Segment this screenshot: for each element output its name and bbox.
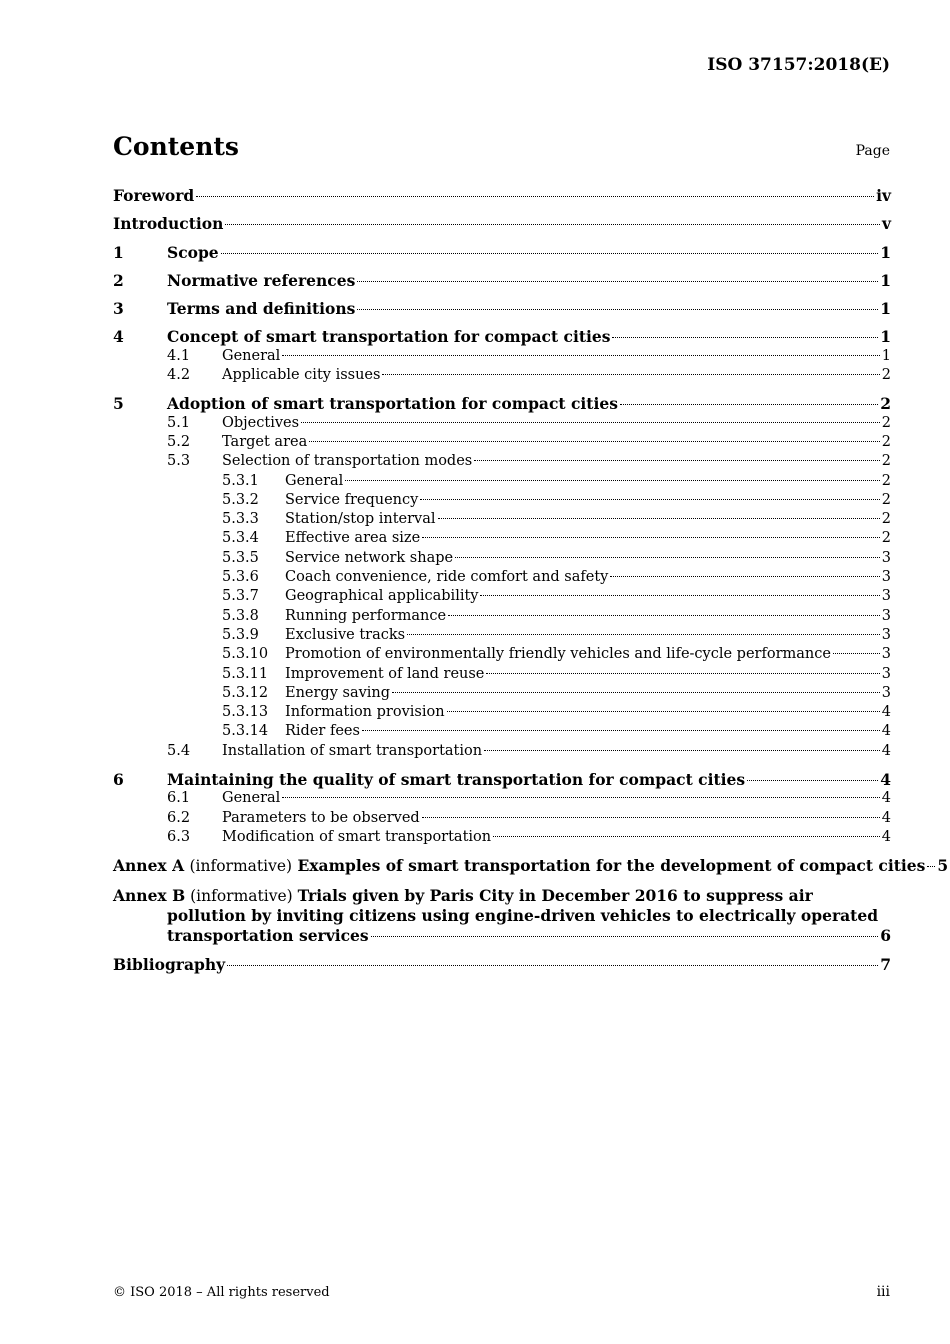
toc-entry[interactable] <box>113 214 891 233</box>
toc-entry-number: 1 <box>113 242 124 262</box>
toc-entry-page: 3 <box>881 626 891 643</box>
annex-a-title: Examples of smart transportation for the development of compact cities <box>297 856 926 876</box>
toc-entry-title: Service frequency <box>285 491 419 508</box>
toc-entry-title: General <box>222 790 281 807</box>
toc-entry-page: 4 <box>881 790 891 807</box>
toc-entry-number: 5.3.13 <box>222 704 269 721</box>
leader-dots <box>610 576 879 577</box>
toc-entry[interactable] <box>113 549 891 568</box>
toc-entry-title: Parameters to be observed <box>222 809 420 826</box>
toc-entry-page: v <box>881 214 891 234</box>
toc-entry-page: 1 <box>880 242 891 262</box>
toc-entry-number: 5.3.8 <box>222 607 259 624</box>
toc-entry-title: Target area <box>222 433 308 450</box>
toc-entry-title: Station/stop interval <box>285 511 436 528</box>
toc-entry[interactable] <box>113 742 891 761</box>
toc-entry-number: 5.3 <box>167 453 191 470</box>
toc-entry-number: 2 <box>113 270 124 290</box>
leader-dots <box>301 422 880 423</box>
toc-entry-page: 3 <box>881 607 891 624</box>
toc-entries <box>113 186 891 847</box>
toc-entry-page: 1 <box>880 299 891 319</box>
toc-entry-page: 3 <box>881 646 891 663</box>
toc-entry-title: Terms and definitions <box>167 299 356 319</box>
toc-entry-title: Modification of smart transportation <box>222 828 492 845</box>
toc-entry-page: 3 <box>881 684 891 701</box>
page-title: Contents <box>113 132 240 161</box>
toc-entry[interactable] <box>113 452 891 471</box>
toc-entry-title: Running performance <box>285 607 447 624</box>
toc-entry-title: Introduction <box>113 214 224 234</box>
leader-dots <box>447 711 880 712</box>
toc-entry-page: 4 <box>881 704 891 721</box>
toc-entry-page: 2 <box>881 511 891 528</box>
toc-entry-page: 3 <box>881 665 891 682</box>
annex-b-title-line2: pollution by inviting citizens using engine-driven vehicles to electrically operated <box>167 905 879 925</box>
toc-entry-page: 2 <box>881 433 891 450</box>
toc-entry-title: Improvement of land reuse <box>285 665 485 682</box>
toc-entry-title: General <box>285 472 344 489</box>
toc-entry-page: 4 <box>881 723 891 740</box>
toc-entry-title: Foreword <box>113 186 195 205</box>
leader-dots <box>493 836 880 837</box>
leader-dots <box>382 374 879 375</box>
leader-dots <box>438 518 880 519</box>
document-id: ISO 37157:2018(E) <box>707 55 890 75</box>
bibliography-page: 7 <box>880 954 891 974</box>
page-column-label: Page <box>855 143 890 159</box>
toc-entry[interactable] <box>113 568 891 587</box>
toc-entry[interactable] <box>113 510 891 529</box>
toc-entry-number: 5 <box>113 394 124 414</box>
annex-a-label: Annex A <box>113 856 185 876</box>
leader-dots <box>833 653 880 654</box>
toc-entry-page: 2 <box>881 453 891 470</box>
toc-entry-title: Rider fees <box>285 723 360 740</box>
toc-entry-number: 4 <box>113 327 124 347</box>
leader-dots <box>486 673 879 674</box>
leader-dots <box>420 499 879 500</box>
toc-entry-number: 5.2 <box>167 433 191 450</box>
toc-entry[interactable] <box>113 299 891 318</box>
toc-entry[interactable] <box>113 703 891 722</box>
toc-entry[interactable] <box>113 809 891 828</box>
leader-dots <box>357 309 878 310</box>
toc-entry-number: 5.3.2 <box>222 491 259 508</box>
leader-dots <box>612 337 878 338</box>
toc-entry[interactable] <box>113 529 891 548</box>
toc-entry-page: 1 <box>880 327 891 347</box>
leader-dots <box>196 196 874 197</box>
toc-entry-title: Effective area size <box>285 530 421 547</box>
toc-entry-title: Scope <box>167 242 219 262</box>
toc-entry-annex-b[interactable] <box>113 886 891 946</box>
toc-entry-page: 4 <box>881 809 891 826</box>
toc-entry-page: iv <box>876 186 891 205</box>
toc-entry[interactable] <box>113 587 891 606</box>
toc-entry-title: Adoption of smart transportation for compact cities <box>167 394 618 414</box>
leader-dots <box>357 281 878 282</box>
toc-entry[interactable] <box>113 770 891 789</box>
annex-b-label: Annex B <box>113 885 186 905</box>
toc-entry[interactable] <box>113 186 891 205</box>
leader-dots <box>455 557 880 558</box>
table-of-contents <box>113 186 949 974</box>
toc-entry-number: 5.3.1 <box>222 472 259 489</box>
toc-entry-number: 5.3.3 <box>222 511 259 528</box>
annex-b-title-line3: transportation services <box>167 925 369 945</box>
leader-dots <box>448 615 880 616</box>
leader-dots <box>474 460 880 461</box>
toc-entry-number: 6.1 <box>167 790 191 807</box>
toc-entry[interactable] <box>113 327 891 346</box>
toc-entry-title: Service network shape <box>285 549 454 566</box>
leader-dots <box>282 355 879 356</box>
toc-entry-page: 2 <box>881 367 891 384</box>
toc-entry-page: 2 <box>881 530 891 547</box>
toc-entry[interactable] <box>113 271 891 290</box>
leader-dots <box>484 750 880 751</box>
toc-entry-title: General <box>222 347 281 364</box>
leader-dots <box>282 797 879 798</box>
toc-entry-title: Concept of smart transportation for compact cities <box>167 327 611 347</box>
toc-entry-title: Maintaining the quality of smart transportation for compact cities <box>167 770 746 790</box>
leader-dots <box>747 780 878 781</box>
leader-dots <box>927 866 935 867</box>
toc-entry-title: Coach convenience, ride comfort and safety <box>285 569 609 586</box>
toc-entry-number: 5.3.12 <box>222 684 269 701</box>
toc-entry-number: 6 <box>113 770 124 790</box>
toc-entry-title: Geographical applicability <box>285 588 479 605</box>
toc-entry-title: Energy saving <box>285 684 391 701</box>
bibliography-label: Bibliography <box>113 954 226 974</box>
toc-entry-title: Exclusive tracks <box>285 626 406 643</box>
toc-entry-number: 5.3.7 <box>222 588 259 605</box>
leader-dots <box>422 817 880 818</box>
toc-entry-page: 2 <box>881 414 891 431</box>
toc-entry-title: Applicable city issues <box>222 367 381 384</box>
toc-entry-number: 5.3.10 <box>222 646 269 663</box>
toc-entry-number: 5.3.4 <box>222 530 259 547</box>
leader-dots <box>620 404 878 405</box>
toc-entry[interactable] <box>113 433 891 452</box>
toc-entry-number: 3 <box>113 299 124 319</box>
toc-entry-number: 5.3.14 <box>222 723 269 740</box>
toc-entry[interactable] <box>113 645 891 664</box>
toc-entry-page: 4 <box>881 742 891 759</box>
toc-entry-bibliography[interactable] <box>113 955 891 974</box>
annex-a-page: 5 <box>937 856 949 876</box>
leader-dots <box>221 253 879 254</box>
toc-entry-title: Objectives <box>222 414 300 431</box>
toc-entry[interactable] <box>113 626 891 645</box>
toc-entry[interactable] <box>113 607 891 626</box>
leader-dots <box>407 634 880 635</box>
toc-entry-page: 4 <box>880 770 891 790</box>
copyright-notice: © ISO 2018 – All rights reserved <box>113 1285 330 1300</box>
toc-entry[interactable] <box>113 414 891 433</box>
leader-dots <box>225 224 880 225</box>
toc-entry[interactable] <box>113 347 891 366</box>
annex-b-title-line1: Trials given by Paris City in December 2016 to suppress air <box>297 885 813 905</box>
toc-entry-number: 5.3.5 <box>222 549 259 566</box>
leader-dots <box>227 965 878 966</box>
leader-dots <box>422 537 880 538</box>
toc-entry[interactable] <box>113 789 891 808</box>
annex-b-type: (informative) <box>190 886 293 905</box>
toc-entry-title: Information provision <box>285 704 445 721</box>
toc-entry-annex-a[interactable] <box>113 856 949 876</box>
toc-entry-title: Installation of smart transportation <box>222 742 483 759</box>
toc-entry[interactable] <box>113 394 891 413</box>
toc-entry-title: Promotion of environmentally friendly vehicles and life-cycle performance <box>285 646 831 663</box>
toc-entry[interactable] <box>113 243 891 262</box>
leader-dots <box>480 595 879 596</box>
leader-dots <box>309 441 880 442</box>
annex-b-page: 6 <box>880 925 891 945</box>
toc-entry-number: 5.3.11 <box>222 665 269 682</box>
toc-entry-page: 3 <box>881 549 891 566</box>
leader-dots <box>371 936 879 937</box>
toc-entry-page: 1 <box>880 270 891 290</box>
toc-entry-page: 3 <box>881 588 891 605</box>
toc-entry-number: 5.3.9 <box>222 626 259 643</box>
toc-entry-number: 4.2 <box>167 367 191 384</box>
toc-entry[interactable] <box>113 722 891 741</box>
annex-a-type: (informative) <box>189 857 293 876</box>
toc-entry-title: Normative references <box>167 270 356 290</box>
toc-entry[interactable] <box>113 491 891 510</box>
toc-entry-page: 2 <box>881 472 891 489</box>
toc-entry-number: 5.1 <box>167 414 191 431</box>
leader-dots <box>345 480 879 481</box>
toc-entry-page: 2 <box>880 394 891 414</box>
toc-entry-number: 4.1 <box>167 347 191 364</box>
toc-entry[interactable] <box>113 472 891 491</box>
toc-entry-number: 6.2 <box>167 809 191 826</box>
toc-entry[interactable] <box>113 665 891 684</box>
leader-dots <box>362 730 880 731</box>
toc-entry-number: 6.3 <box>167 828 191 845</box>
toc-entry-page: 3 <box>881 569 891 586</box>
toc-entry[interactable] <box>113 828 891 847</box>
toc-entry-number: 5.4 <box>167 742 191 759</box>
toc-entry-page: 1 <box>881 347 891 364</box>
leader-dots <box>392 692 880 693</box>
page-number: iii <box>876 1284 890 1300</box>
toc-entry-number: 5.3.6 <box>222 569 259 586</box>
toc-entry[interactable] <box>113 684 891 703</box>
toc-entry[interactable] <box>113 366 891 385</box>
toc-entry-title: Selection of transportation modes <box>222 453 473 470</box>
toc-entry-page: 4 <box>881 828 891 845</box>
toc-entry-page: 2 <box>881 491 891 508</box>
